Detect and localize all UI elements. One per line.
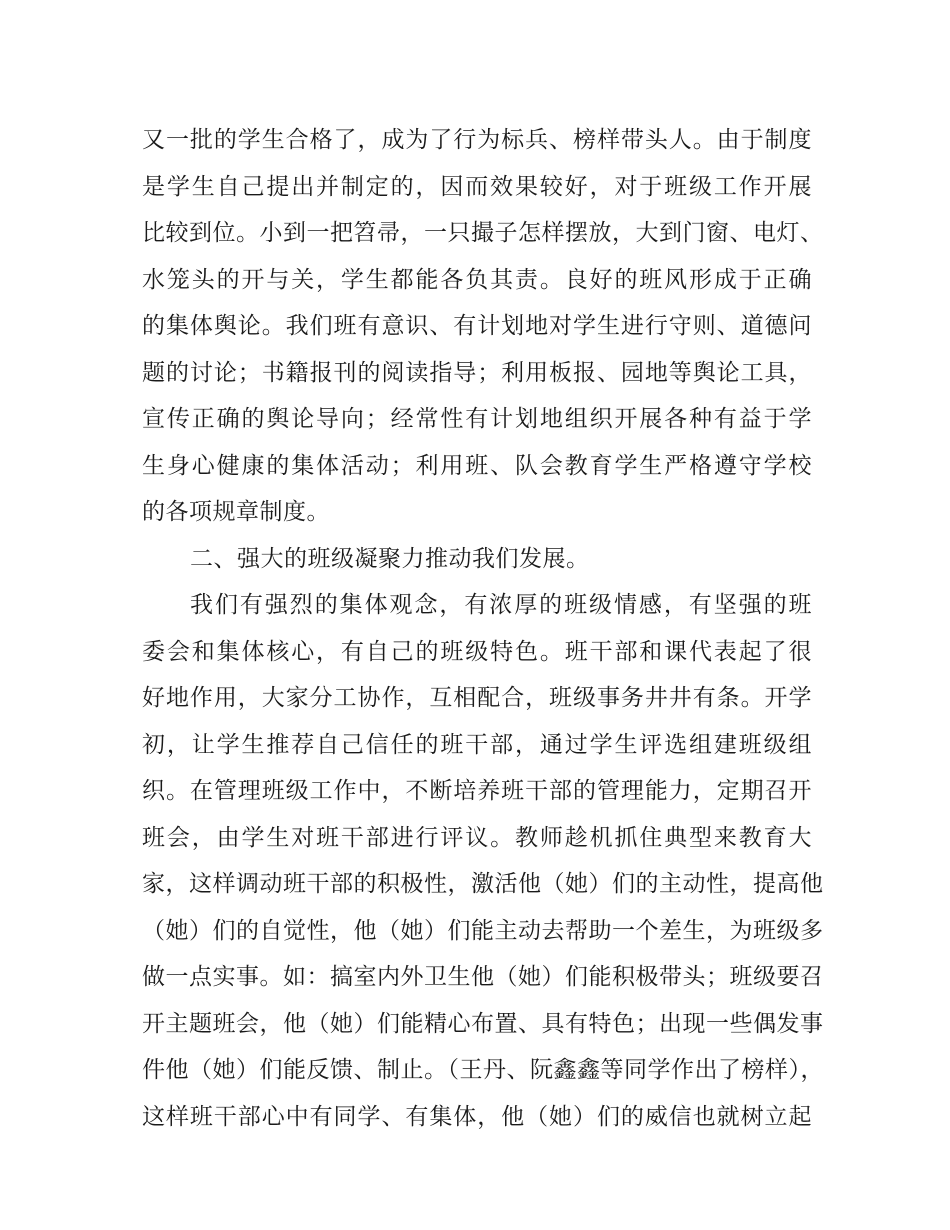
text-line: 二、强大的班级凝聚力推动我们发展。: [190, 545, 590, 572]
text-line: 又一批的学生合格了，成为了行为标兵、榜样带头人。由于制度: [142, 127, 812, 153]
text-line: 初，让学生推荐自己信任的班干部，通过学生评选组建班级组: [142, 731, 812, 758]
text-line: （她）们的自觉性，他（她）们能主动去帮助一个差生，为班级多: [142, 917, 824, 944]
text-line: 是学生自己提出并制定的，因而效果较好，对于班级工作开展: [142, 173, 812, 200]
text-line: 委会和集体核心，有自己的班级特色。班干部和课代表起了很: [142, 638, 812, 665]
text-line: 比较到位。小到一把笤帚，一只撮子怎样摆放，大到门窗、电灯、: [142, 220, 824, 246]
text-line: 我们有强烈的集体观念，有浓厚的班级情感，有坚强的班: [190, 592, 812, 618]
text-line: 宣传正确的舆论导向；经常性有计划地组织开展各种有益于学: [142, 406, 812, 432]
text-line: 的集体舆论。我们班有意识、有计划地对学生进行守则、道德问: [142, 313, 812, 339]
text-line: 家，这样调动班干部的积极性，激活他（她）们的主动性，提高他: [142, 871, 824, 897]
text-line: 织。在管理班级工作中，不断培养班干部的管理能力，定期召开: [142, 778, 812, 804]
text-line: 开主题班会，他（她）们能精心布置、具有特色；出现一些偶发事: [142, 1010, 824, 1037]
text-line: 的各项规章制度。: [142, 499, 330, 525]
text-line: 做一点实事。如：搞室内外卫生他（她）们能积极带头；班级要召: [142, 964, 824, 990]
text-line: 题的讨论；书籍报刊的阅读指导；利用板报、园地等舆论工具，: [142, 359, 812, 386]
text-line: 生身心健康的集体活动；利用班、队会教育学生严格遵守学校: [142, 452, 812, 479]
text-line: 这样班干部心中有同学、有集体，他（她）们的威信也就树立起: [142, 1103, 812, 1130]
text-line: 班会，由学生对班干部进行评议。教师趁机抓住典型来教育大: [142, 824, 812, 851]
text-line: 水笼头的开与关，学生都能各负其责。良好的班风形成于正确: [142, 266, 812, 293]
document-body: [142, 117, 824, 1140]
text-line: 好地作用，大家分工协作，互相配合，班级事务井井有条。开学: [142, 685, 812, 711]
text-line: 件他（她）们能反馈、制止。（王丹、阮鑫鑫等同学作出了榜样），: [142, 1057, 824, 1083]
